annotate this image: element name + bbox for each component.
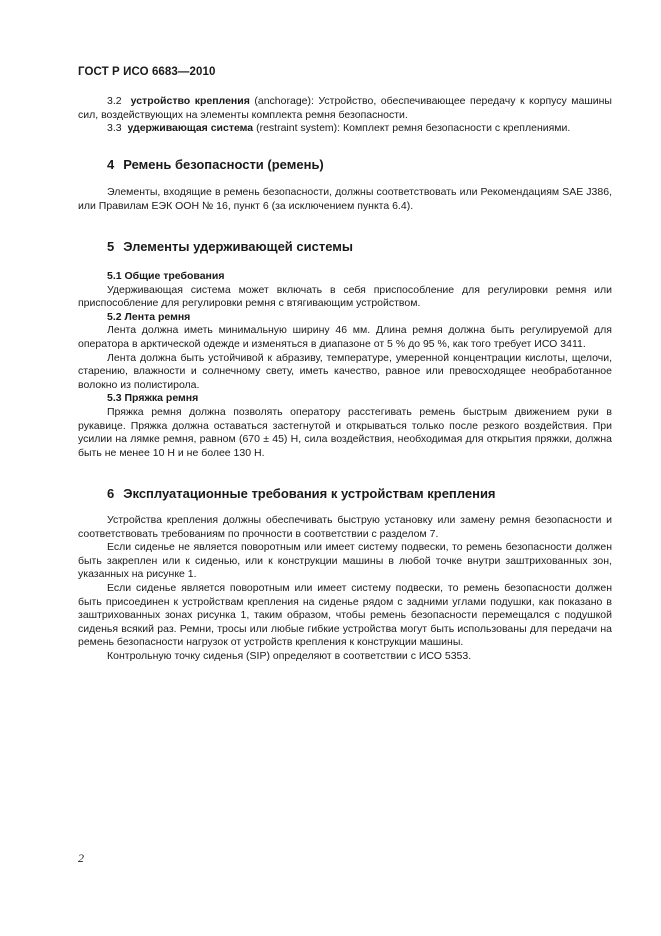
definition-number: 3.2	[107, 95, 122, 107]
definition-text: (anchorage): Устройство, обеспечивающее передачу к корпусу машины сил, воздействующих на элементы комплекта ремня безопасности.	[78, 95, 612, 121]
subsection-5-3-title: 5.3 Пряжка ремня	[107, 392, 199, 405]
section-6-title	[107, 486, 496, 501]
section-4-body	[78, 186, 612, 213]
paragraph: Контрольную точку сиденья (SIP) определяют в соответствии с ИСО 5353.	[107, 649, 472, 662]
subsection-5-2-title: 5.2 Лента ремня	[107, 310, 191, 323]
paragraph: Удерживающая система может включать в себя приспособление для регулировки ремня или приспособление для регулировки ремня с втягивающим устройством.	[78, 283, 612, 310]
paragraph: Лента должна быть устойчивой к абразиву, температуре, умеренной концентрации кислоты, щелочи, старению, влажности и солнечному свету, иметь качество, равное или превосходящее необработанное волокно из полистирола.	[78, 351, 612, 391]
definition-3-2	[78, 95, 612, 122]
definition-term: удерживающая система	[127, 122, 254, 135]
definition-text: (restraint system): Комплект ремня безопасности с креплениями.	[253, 122, 571, 135]
definition-3-3	[78, 122, 612, 136]
section-5-title	[107, 239, 353, 254]
definition-term: устройство крепления	[130, 95, 250, 107]
paragraph: Если сиденье является поворотным или имеет систему подвески, то ремень безопасности должен быть присоединен к устройствам крепления на сиденье рядом с задними углами подушки, как показано в заштрихованных зонах рисунка 1, таким образом, чтобы ремень безопасности перемещался с подушкой сиденья всякий раз. Ремни, тросы или любые гибкие устройства могут быть использованы для передачи на ремень безопасности нагрузок от устройств крепления к конструкции машины.	[78, 581, 612, 649]
paragraph: Устройства крепления должны обеспечивать быструю установку или замену ремня безопасности и соответствовать требованиям по прочности в соответствии с разделом 7.	[78, 514, 612, 540]
section-6-body	[78, 514, 612, 664]
definition-number: 3.3	[107, 122, 122, 135]
section-4-title	[107, 157, 324, 172]
paragraph: Элементы, входящие в ремень безопасности, должны соответствовать или Рекомендациям SAE J386, или Правилам ЕЭК ООН № 16, пункт 6 (за исключением пункта 6.4).	[78, 186, 612, 212]
section-number: 5	[107, 239, 115, 254]
section-heading: Ремень безопасности (ремень)	[123, 157, 324, 172]
paragraph: Пряжка ремня должна позволять оператору расстегивать ремень быстрым движением руки в рукавице. Пряжка должна оставаться застегнутой и открываться только после резкого воздействия. При усилии на лямке ремня, равном (670 ± 45) Н, сила воздействия, необходимая для открытия пряжки, должна быть не менее 10 Н и не более 130 Н.	[78, 405, 612, 459]
paragraph: Лента должна иметь минимальную ширину 46 мм. Длина ремня должна быть регулируемой для оператора в арктической одежде и изменяться в диапазоне от 5 % до 95 %, как того требует ИСО 3411.	[78, 324, 612, 350]
section-5-body	[78, 270, 612, 460]
section-number: 4	[107, 157, 115, 172]
standard-header: ГОСТ Р ИСО 6683—2010	[78, 66, 216, 78]
section-heading: Эксплуатационные требования к устройствам крепления	[123, 486, 496, 501]
section-number: 6	[107, 486, 115, 501]
definitions-block	[78, 95, 612, 136]
subsection-5-1-title: 5.1 Общие требования	[107, 270, 225, 282]
paragraph: Если сиденье не является поворотным или имеет систему подвески, то ремень безопасности должен быть закреплен или к сиденью, или к конструкции машины в любой точке внутри заштрихованных зон, указанных на рисунке 1.	[78, 541, 612, 581]
section-heading: Элементы удерживающей системы	[123, 239, 354, 254]
page-number: 2	[78, 851, 84, 865]
